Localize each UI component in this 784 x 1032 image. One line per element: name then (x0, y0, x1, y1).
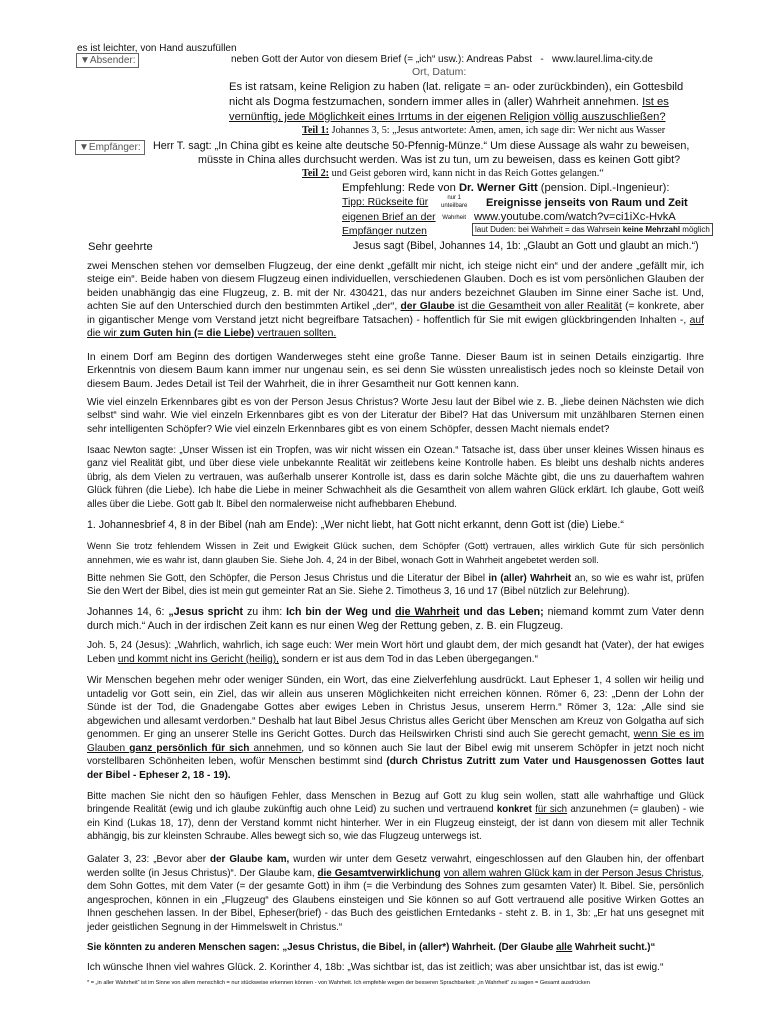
p10-e: und so können auch Sie laut der Bibel ewig mit unserem Schöpfer in jetzt noch nicht vorstellbaren Schönheiten leben, wofür Menschen bestimmt sind (87, 742, 704, 767)
tip-note (342, 196, 436, 240)
teil-1 (302, 124, 665, 137)
p1-der-glaube: der Glaube (400, 301, 455, 313)
p12-g: dem Sohn Gottes, mit dem Vater (= der gesamte Gott) in ihm (= die Verbindung des Sohnes zum gesamten Vater) lt. Bibel. Sie, persönlich angesprochen, können in ein „Flugzeug“ des Glaubens einsteigen und Sie können so auf Gott vertrauend alle positive Wirken Gottes an Ihnen geschehen lassen. In der Bibel, Epheser(brief) - das Buch des geistlichen Erntedanks - steht z. B. in 1, 3b: „Er hat uns gesegnet mit jeder geistlichen Segnung in der Himmelswelt in Christus.“ (87, 881, 704, 933)
p10-c: ganz persönlich für sich (129, 742, 250, 754)
p1-f: zum Guten hin (= die Liebe) (119, 328, 255, 340)
p8-d: Ich bin der Weg und (286, 606, 396, 618)
p11-b: konkret (496, 804, 532, 816)
paragraph-erkennbares: Wie viel einzeln Erkennbares gibt es von der Person Jesus Christus? Worte Jesu laut der Bibel wie z. B. „liebe deinen Nächsten wie dich selbst“ sind wahr. Wie viel einzeln Erkennbares gibt es von der Literatur der Bibel? Hat das Universum mit unzählbaren Sternen einen sehr intelligenten Schöpfer? Wie viel einzeln Erkennbares gibt es von einem Schöpfer, dessen Macht niemals endet? (87, 397, 704, 435)
paragraph-johannesbrief: 1. Johannesbrief 4, 8 in der Bibel (nah am Ende): „Wer nicht liebt, hat Gott nicht erkannt, denn Gott ist (die) Liebe.“ (87, 519, 624, 531)
author-line: neben Gott der Autor von diesem Brief (= „ich“ usw.): Andreas Pabst - www.laurel.lima-city.de (231, 54, 653, 65)
p12-c: wurden wir unter dem Gesetz verwahrt, eingeschlossen auf den Glauben hin, der offenbart werden sollte (in Jesus Christus)“. Der Glaube kam, (87, 854, 704, 879)
teil-2-label: Teil 2: (302, 168, 330, 179)
jesus-says: Jesus sagt (Bibel, Johannes 14, 1b: „Glaubt an Gott und glaubt an mich.“) (353, 240, 699, 252)
p7-b: in (aller) Wahrheit (488, 573, 572, 584)
tip-line-3: Empfänger nutzen (342, 226, 427, 237)
duden-post: möglich (680, 225, 710, 234)
paragraph-fehler (87, 790, 704, 844)
p13-a: Sie könnten zu anderen Menschen sagen: „Jesus Christus, die Bibel, in (aller*) Wahrheit. (Der Glaube (87, 942, 557, 953)
paragraph-johannes-14 (87, 605, 704, 633)
intro-line-3: vernünftig, jede Möglichkeit eines Irrtums in der eigenen Religion völlig auszuschließen? (229, 111, 666, 123)
place-date-label: Ort, Datum: (412, 66, 467, 78)
paragraph-vertrauen: Wenn Sie trotz fehlendem Wissen in Zeit und Ewigkeit Glück suchen, dem Schöpfer (Gott) vertrauen, alles wirklich Gute für sich persönlich annehmen, wie es wahr ist, dann glauben Sie. Siehe Joh. 4, 24 in der Bibel, wonach Gott in Wahrheit angebetet werden soll. (87, 541, 704, 565)
p12-b: der Glaube kam, (210, 854, 290, 865)
herr-t-line-2: müsste in China alles durchsucht werden. Was ist zu tun, um zu beweisen, dass es keinen Gott gibt? (198, 154, 681, 166)
p13-c: Wahrheit sucht.)“ (572, 942, 656, 953)
intro-line-2-question: Ist es (642, 96, 669, 108)
paragraph-rat (87, 572, 704, 599)
paragraph-wunsch: Ich wünsche Ihnen viel wahres Glück. 2. Korinther 4, 18b: „Was sichtbar ist, das ist zeitlich; was aber unsichtbar ist, das ist ewig.“ (87, 962, 664, 973)
recommend-name: Dr. Werner Gitt (458, 182, 538, 194)
paragraph-galater (87, 853, 704, 934)
herr-t-line-1: Herr T. sagt: „In China gibt es keine alte deutsche 50-Pfennig-Münze.“ Um diese Aussage als wahr zu beweisen, (153, 140, 690, 152)
tip-line-1: Tipp: Rückseite für (342, 197, 429, 208)
p8-c: zu ihm: (243, 606, 287, 618)
p8-f: und das Leben; (459, 606, 544, 618)
p1-c: ist die Gesamtheit von aller Realität (454, 301, 622, 313)
p7-a: Bitte nehmen Sie Gott, den Schöpfer, die Person Jesus Christus und die Literatur der Bibel (87, 573, 489, 584)
p11-e: anzunehmen (= glauben) - wie ein Kind (Lukas 18, 17), denn der Verstand kommt nicht hinterher. Wer in ein Flugzeug einsteigt, der ist dann von diesem mit aller Technik abhängig, bis zur kleinsten Schraube. Alles bewegt sich so, wie das Flugzeug unterwegs ist. (87, 804, 704, 843)
recommend-post: (pension. Dipl.-Ingenieur): (537, 182, 670, 194)
p10-b: wenn Sie es im Glauben (87, 729, 704, 754)
p7-c: an, so wie es wahr ist, prüfen Sie den Wert der Bibel, dies ist mein gut gemeinter Rat an Sie. Siehe 2. Timotheus 3, 16 und 17 (Bibel nützlich zur Belehrung). (87, 573, 704, 598)
duden-box (472, 223, 713, 236)
p13-alle: alle (556, 942, 573, 953)
p10-a: Wir Menschen begehen mehr oder weniger Sünden, ein Wort, das eine Zielverfehlung ausdrückt. Laut Epheser 1, 4 sollen wir heilig und untadelig vor Gott sein, ein Ziel, das wir allein aus unseren Möglichkeiten nicht erreichen können. Römer 6, 23: „Denn der Lohn der Sünde ist der Tod, die Gnadengabe Gottes aber ewiges Leben in Christus Jesus, unserem Herrn.“ Römer 3, 12a: „Alle sind sie abgewichen und allesamt verdorben.“ Deshalb hat laut Bibel Jesus Christus alles Gericht über Menschen am Kreuz von Golgatha auf sich genommen. Er ging an unserer Stelle ins Gericht Gottes. Durch das Heilswirken Christi sind auch Sie gerecht gemacht, (87, 675, 704, 740)
tiny-note (441, 195, 467, 222)
p8-e: die Wahrheit (395, 606, 460, 618)
paragraph-flugzeug (87, 260, 704, 340)
tiny-note-line-3: Wahrheit (442, 215, 467, 221)
p10-f: (durch Christus Zutritt zum Vater und Hausgenossen Gottes laut der Bibel - Epheser 2, 18 - 19). (87, 756, 704, 781)
recommendation (342, 181, 670, 196)
p9-b: und kommt nicht ins Gericht (heilig), (117, 654, 279, 665)
p8-a: Johannes 14, 6: (87, 606, 169, 618)
intro-line-2-text: nicht als Dogma festzumachen, sondern immer alles in (aller) Wahrheit annehmen. (229, 96, 643, 108)
intro-line-1: Es ist ratsam, keine Religion zu haben (lat. religate = an- oder zurückbinden), ein Gottesbild (229, 81, 684, 93)
tiny-note-line-2: unteilbare (441, 203, 468, 209)
teil-1-label: Teil 1: (302, 125, 330, 136)
p1-g: vertrauen sollten. (254, 328, 337, 340)
sender-label: ▼Absender: (76, 53, 139, 68)
p9-a: Joh. 5, 24 (Jesus): „Wahrlich, wahrlich, ich sage euch: Wer mein Wort hört und glaubt dem, der mich gesandt hat (Vater), der hat ewiges Leben (87, 640, 704, 665)
paragraph-suenden (87, 674, 704, 782)
tiny-note-line-1: nur 1 (447, 195, 462, 201)
footnote: * = „in aller Wahrheit“ ist im Sinne von allem menschlich = nur stückweise erkennen können - von Wahrheit. Ich empfehle wegen der besseren Sprachbarkeit: „in Wahrheit“ zu sagen = Gesamt ausdrücken (87, 980, 590, 986)
p12-f: von allem wahren Glück kam in der Person Jesus Christus, (443, 867, 704, 879)
p8-g: niemand kommt zum Vater denn durch mich.“ Auch in der irdischen Zeit kann es nur einen Weg der Rettung geben, z. B. ein Flugzeug. (87, 606, 704, 632)
greeting: Sehr geehrte (88, 241, 153, 253)
p1-e: auf die wir (87, 314, 704, 340)
duden-bold: keine Mehrzahl (622, 225, 681, 234)
p1-a: zwei Menschen stehen vor demselben Flugzeug, der eine denkt „gefällt mir nicht, ich steige nicht ein“ und der andere „gefällt mir, ich steige ein“. Beide haben von diesem Flugzeug einen individuellen, verschiedenen Glauben. Doch es ist vom persönlichen Glauben der beiden unabhängig das eine Flugzeug, z. B. mit der Nr. 430421, das nur anders bezeichnet Glauben im Sinne einer Sache ist. Und, achten Sie auf den Unterschied durch den bestimmten Artikel „der“, (87, 261, 704, 313)
p12-d: die Gesamtverwirklichung (317, 867, 441, 879)
teil-1-text: Johannes 3, 5: „Jesus antwortete: Amen, amen, ich sage dir: Wer nicht aus Wasser (329, 125, 666, 136)
p11-a: Bitte machen Sie nicht den so häufigen Fehler, dass Menschen in Bezug auf Gott zu klug sein wollen, statt alle wahrhaftige und Glück bringende Realität (ewig und ich glaube zukünftig auch ohne Leid) zu suchen und vertrauend (87, 791, 704, 816)
p11-d: für sich (535, 804, 568, 816)
duden-pre: laut Duden: bei Wahrheit = das Wahrsein (475, 225, 623, 234)
paragraph-tanne: In einem Dorf am Beginn des dortigen Wanderweges steht eine große Tanne. Dieser Baum ist in seinen Details einzigartig. Ihre Erkenntnis von diesem Baum kann immer nur ungenau sein, es sei denn Sie wüssten unrealistisch jedes noch so kleinste Detail von diesem Baum. Jedes Detail ist Teil der Wahrheit, die in ihrer Gesamtheit nur Gott kennen kann. (87, 352, 704, 390)
paragraph-sagen (87, 941, 704, 954)
recipient-label: ▼Empfänger: (75, 140, 145, 155)
teil-2-text: und Geist geboren wird, kann nicht in das Reich Gottes gelangen.“ (329, 168, 604, 179)
paragraph-joh-5 (87, 639, 704, 667)
p1-d: (= konkrete, aber in gigantischer Menge vom Verstand jetzt nicht begreifbare Tatsachen) - hoffentlich für Sie mit ewigen glückbringenden Inhalten -, (87, 301, 705, 326)
video-title: Ereignisse jenseits von Raum und Zeit (486, 197, 688, 209)
p10-d: annehmen, (249, 742, 305, 754)
video-url[interactable]: www.youtube.com/watch?v=ci1iXc-HvkA (474, 211, 676, 223)
p8-b: „Jesus spricht (168, 606, 244, 618)
p9-c: sondern er ist aus dem Tod in das Leben übergegangen.“ (278, 654, 538, 665)
p12-a: Galater 3, 23: „Bevor aber (87, 854, 210, 865)
tip-line-2: eigenen Brief an der (342, 211, 436, 223)
intro-text (229, 80, 709, 125)
paragraph-newton: Isaac Newton sagte: „Unser Wissen ist ein Tropfen, was wir nicht wissen ein Ozean.“ Tatsache ist, dass über unser kleines Wissen hinaus es ganz viel Realität gibt, und über diese viele unbekannte Realität wir zeitlebens keine Kontrolle haben. Es bleibt uns deshalb nichts anderes übrig, als dem Vielen zu vertrauen, was außerhalb unserer Kontrolle ist, dass es darin solche Mächte gibt, die uns zu dauerhaftem wahren Glück führen (die Liebe). Ich habe die Liebe in meiner Schwachheit als die Gesamtheit von allem wahren Glück erklärt. Ich glaube, Gott weiß alles über die Liebe. Gott gab lt. Bibel den normalerweise nicht aufhebbaren Ehebund. (87, 445, 704, 510)
intro-line-2 (229, 95, 709, 110)
teil-2 (302, 167, 604, 180)
top-note: es ist leichter, von Hand auszufüllen (77, 43, 237, 54)
recommend-pre: Empfehlung: Rede von (342, 182, 459, 194)
